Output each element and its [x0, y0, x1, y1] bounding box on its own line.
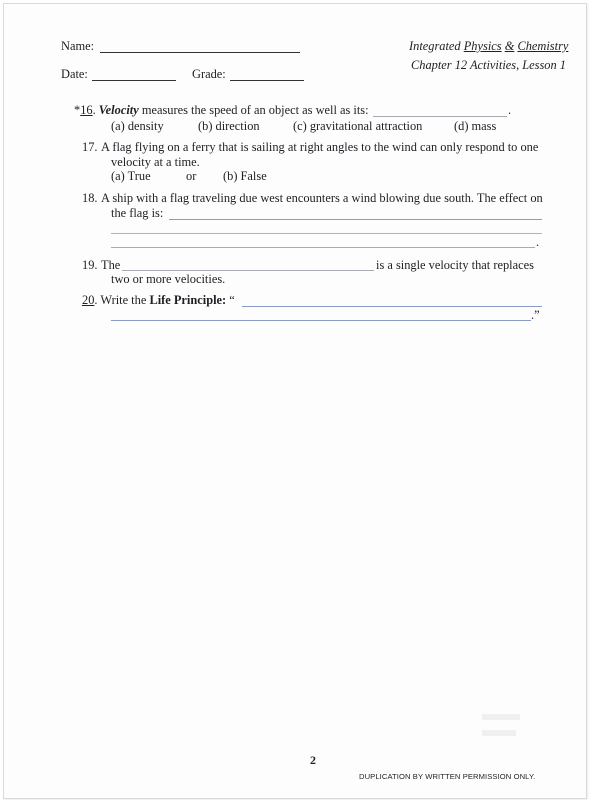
q16-option-a[interactable]: (a) density	[111, 119, 164, 133]
date-blank[interactable]	[92, 80, 176, 81]
q17-option-true[interactable]: (a) True	[111, 169, 151, 183]
q16-option-d[interactable]: (d) mass	[454, 119, 497, 133]
q19-number: 19.	[82, 258, 98, 272]
permission-notice: DUPLICATION BY WRITTEN PERMISSION ONLY.	[359, 772, 536, 781]
q17-line1: A flag flying on a ferry that is sailing at right angles to the wind can only respond to one	[101, 140, 539, 154]
name-label: Name:	[61, 39, 95, 53]
bleed-through-mark	[482, 714, 520, 720]
q18-number: 18.	[82, 191, 98, 205]
q17-or: or	[186, 169, 197, 183]
course-title: Integrated Physics & Chemistry	[409, 39, 569, 53]
grade-label: Grade:	[192, 67, 226, 81]
q18-answer-line-1[interactable]	[169, 219, 542, 220]
name-blank[interactable]	[100, 52, 300, 53]
q19-line2: two or more velocities.	[111, 272, 226, 286]
q17-number: 17.	[82, 140, 98, 154]
q16-option-b[interactable]: (b) direction	[198, 119, 260, 133]
q20-close-quote: .”	[531, 308, 540, 322]
q18-line1: A ship with a flag traveling due west encounters a wind blowing due south. The effect on	[101, 191, 543, 205]
q16-option-c[interactable]: (c) gravitational attraction	[293, 119, 423, 133]
worksheet-page	[3, 3, 587, 799]
date-label: Date:	[61, 67, 88, 81]
q19-rest: is a single velocity that replaces	[376, 258, 534, 272]
page-number: 2	[310, 753, 316, 767]
q18-line2: the flag is:	[111, 206, 164, 220]
q16-blank[interactable]	[373, 116, 507, 117]
q17-line2: velocity at a time.	[111, 155, 200, 169]
q20-answer-line-2[interactable]	[111, 320, 531, 321]
q18-period: .	[536, 235, 540, 249]
q18-answer-line-2[interactable]	[111, 233, 542, 234]
q16-period: .	[508, 103, 512, 117]
q16-stem: *16. Velocity measures the speed of an object as well as its:	[74, 103, 369, 117]
q19-the: The	[101, 258, 121, 272]
q17-option-false[interactable]: (b) False	[223, 169, 267, 183]
q20-answer-line-1[interactable]	[242, 306, 542, 307]
grade-blank[interactable]	[230, 80, 304, 81]
bleed-through-mark	[482, 730, 516, 736]
q20-stem: 20. Write the Life Principle: “	[82, 293, 235, 307]
q19-blank[interactable]	[122, 270, 374, 271]
q18-answer-line-3[interactable]	[111, 247, 535, 248]
chapter-lesson: Chapter 12 Activities, Lesson 1	[411, 58, 566, 72]
